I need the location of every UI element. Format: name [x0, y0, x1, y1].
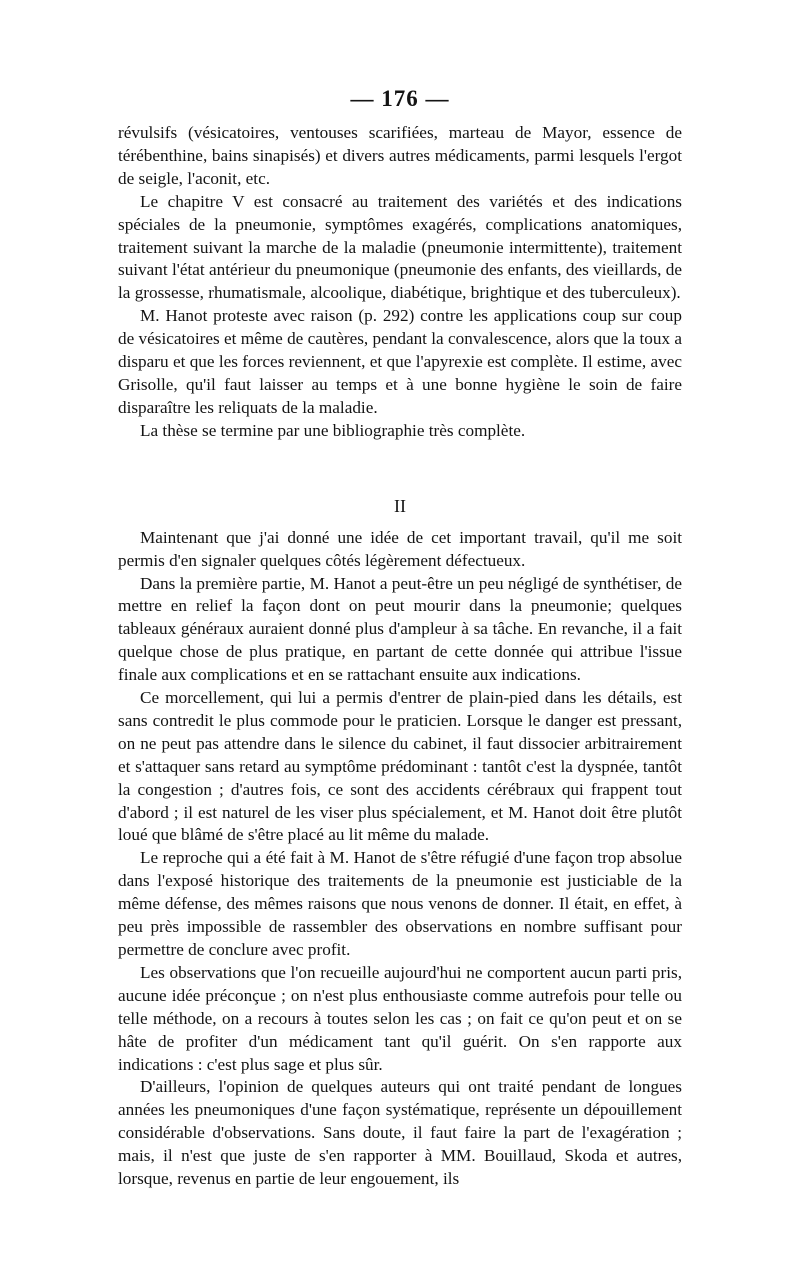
paragraph-observations: Les observations que l'on recueille aujourd'hui ne comportent aucun parti pris, aucune idée préconçue ; on n'est plus enthousiaste comme autrefois pour telle ou telle méthode, on a recours à toutes selon les cas ; on fait ce qu'on peut et on se hâte de profiter d'un médicament tant qu'il guérit. On s'en rapporte aux indications : c'est plus sage et plus sûr. — [118, 962, 682, 1074]
paragraph-continuation: révulsifs (vésicatoires, ventouses scarifiées, marteau de Mayor, essence de térébenthine, bains sinapisés) et divers autres médicaments, parmi lesquels l'ergot de seigle, l'aconit, etc. — [118, 123, 682, 188]
paragraph-bibliography: La thèse se termine par une bibliographie très complète. — [140, 420, 526, 440]
paragraph-chapter-v: Le chapitre V est consacré au traitement des variétés et des indications spéciales de la pneumonie, symptômes exagérés, complications anatomiques, traitement suivant la marche de la maladie (pneumonie intermittente), traitement suivant l'état antérieur du pneumonique (pneumonie des enfants, des vieillards, de la grossesse, rhumatismale, alcoolique, diabétique, brightique et des tuberculeux). — [118, 191, 682, 303]
paragraph-hanot-protest: M. Hanot proteste avec raison (p. 292) contre les applications coup sur coup de vésicatoires et même de cautères, pendant la convalescence, alors que la toux a disparu et que les forces reviennent, et que l'apyrexie est complète. Il estime, avec Grisolle, qu'il faut laisser au temps et à une bonne hygiène le soin de faire disparaître les reliquats de la maladie. — [118, 306, 682, 417]
document-page — [118, 84, 682, 1191]
paragraph-reproche: Le reproche qui a été fait à M. Hanot de s'être réfugié d'une façon trop absolue dans l'exposé historique des traitements de la pneumonie est justiciable de la même défense, des mêmes raisons que nous venons de donner. Il était, en effet, à peu près impossible de rassembler des observations en nombre suffisant pour permettre de conclure avec profit. — [118, 848, 682, 959]
paragraph-morcellement: Ce morcellement, qui lui a permis d'entrer de plain-pied dans les détails, est sans contredit le plus commode pour le praticien. Lorsque le danger est pressant, on ne peut pas attendre dans le silence du cabinet, il faut dissocier arbitrairement et s'attaquer sans retard au symptôme prédominant : tantôt c'est la dyspnée, tantôt la congestion ; d'autres fois, ce sont des accidents cérébraux qui frappent tout d'abord ; il est naturel de les viser plus spécialement, et M. Hanot doit être plutôt loué que blâmé de s'être placé au lit même du malade. — [118, 688, 682, 845]
paragraph-first-part: Dans la première partie, M. Hanot a peut-être un peu négligé de synthétiser, de mettre en relief la façon dont on peut mourir dans la pneumonie; quelques tableaux généraux auraient donné plus d'ampleur à sa tâche. En revanche, il a fait quelque chose de plus pratique, en partant de cette donnée qui attribue l'issue finale aux complications et en se rattachant ensuite aux indications. — [118, 573, 682, 685]
paragraph-critique-intro: Maintenant que j'ai donné une idée de cet important travail, qu'il me soit permis d'en signaler quelques côtés légèrement défectueux. — [118, 527, 682, 570]
page-number: — 176 — — [350, 86, 450, 111]
section-heading: II — [394, 495, 406, 516]
paragraph-opinion: D'ailleurs, l'opinion de quelques auteurs qui ont traité pendant de longues années les pneumoniques d'une façon systématique, représente un dépouillement considérable d'observations. Sans doute, il faut faire la part de l'exagération ; mais, il n'est que juste de s'en rapporter à MM. Bouillaud, Skoda et autres, lorsque, revenus en partie de leur engouement, ils — [118, 1077, 682, 1189]
